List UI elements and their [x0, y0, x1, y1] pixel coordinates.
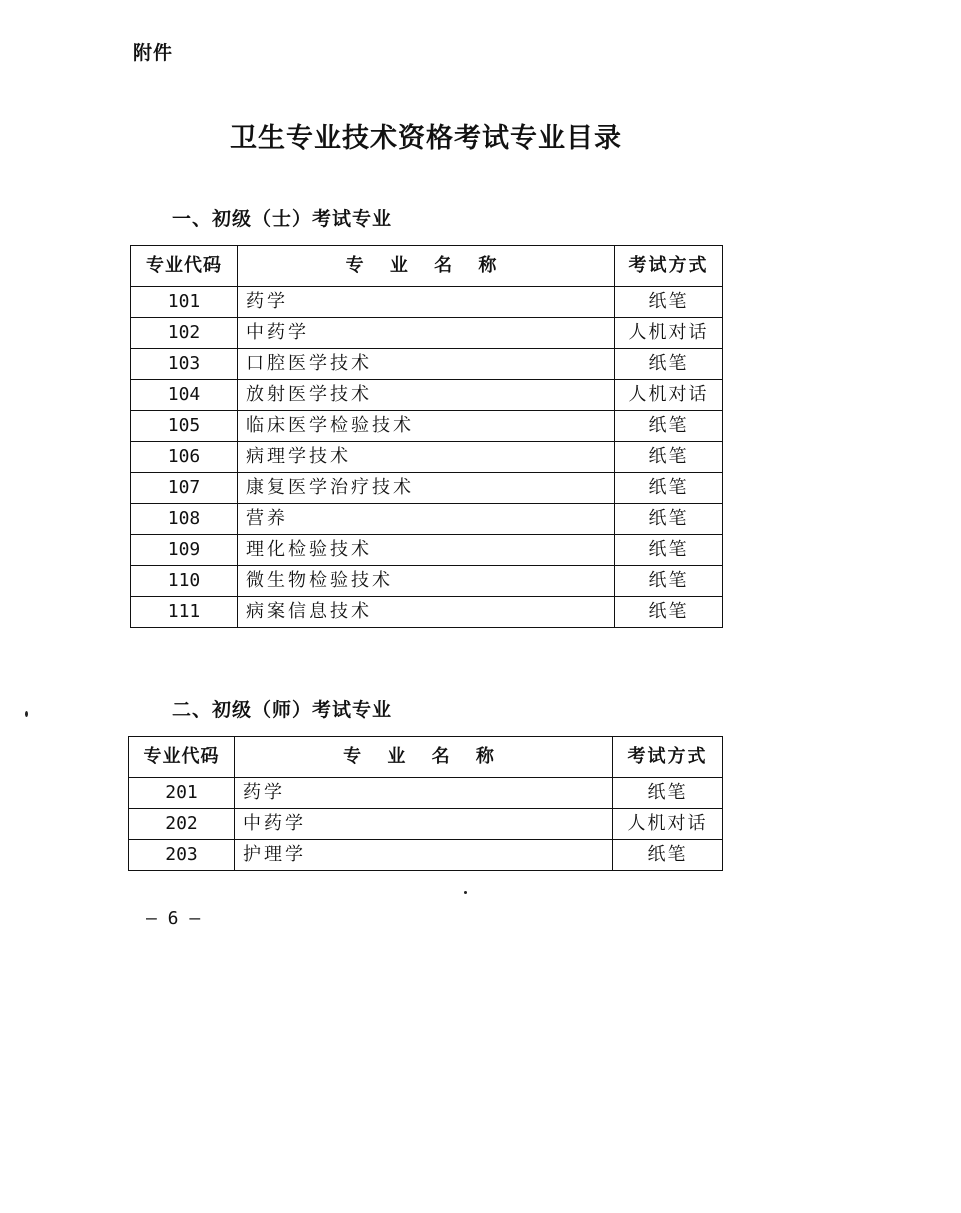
- attachment-label: 附件: [133, 42, 174, 64]
- name-cell: 口腔医学技术: [238, 349, 615, 380]
- mode-cell: 纸笔: [615, 566, 723, 597]
- name-cell: 病理学技术: [238, 442, 615, 473]
- table-row: [131, 349, 723, 380]
- table-row: [131, 504, 723, 535]
- mode-cell: 纸笔: [613, 840, 723, 871]
- header-code: 专业代码: [129, 737, 235, 778]
- name-cell: 微生物检验技术: [238, 566, 615, 597]
- table-header-row: [129, 737, 723, 778]
- name-cell: 营养: [238, 504, 615, 535]
- code-cell: 105: [131, 411, 238, 442]
- table-row: [131, 597, 723, 628]
- name-cell: 放射医学技术: [238, 380, 615, 411]
- section-1-title: 一、初级（士）考试专业: [172, 208, 393, 230]
- document-title: 卫生专业技术资格考试专业目录: [230, 123, 622, 154]
- name-cell: 理化检验技术: [238, 535, 615, 566]
- mode-cell: 人机对话: [613, 809, 723, 840]
- section-1-table: [130, 245, 723, 628]
- table-row: [129, 778, 723, 809]
- table-row: [129, 840, 723, 871]
- mode-cell: 纸笔: [615, 349, 723, 380]
- code-cell: 203: [129, 840, 235, 871]
- code-cell: 102: [131, 318, 238, 349]
- name-cell: 药学: [235, 778, 613, 809]
- mode-cell: 纸笔: [615, 287, 723, 318]
- table-row: [131, 535, 723, 566]
- table-row: [129, 809, 723, 840]
- table-row: [131, 442, 723, 473]
- header-mode: 考试方式: [615, 246, 723, 287]
- code-cell: 106: [131, 442, 238, 473]
- name-cell: 中药学: [235, 809, 613, 840]
- header-mode: 考试方式: [613, 737, 723, 778]
- table-row: [131, 380, 723, 411]
- mode-cell: 人机对话: [615, 380, 723, 411]
- name-cell: 临床医学检验技术: [238, 411, 615, 442]
- name-cell: 药学: [238, 287, 615, 318]
- table-row: [131, 411, 723, 442]
- code-cell: 201: [129, 778, 235, 809]
- name-cell: 中药学: [238, 318, 615, 349]
- mode-cell: 人机对话: [615, 318, 723, 349]
- header-name: 专 业 名 称: [235, 737, 613, 778]
- mode-cell: 纸笔: [615, 597, 723, 628]
- mode-cell: 纸笔: [615, 442, 723, 473]
- mode-cell: 纸笔: [613, 778, 723, 809]
- mode-cell: 纸笔: [615, 473, 723, 504]
- section-2-table: [128, 736, 723, 871]
- code-cell: 107: [131, 473, 238, 504]
- mode-cell: 纸笔: [615, 411, 723, 442]
- code-cell: 202: [129, 809, 235, 840]
- name-cell: 护理学: [235, 840, 613, 871]
- scan-speck: [25, 711, 28, 717]
- table-row: [131, 473, 723, 504]
- table-row: [131, 566, 723, 597]
- name-cell: 康复医学治疗技术: [238, 473, 615, 504]
- table-row: [131, 318, 723, 349]
- mode-cell: 纸笔: [615, 504, 723, 535]
- name-cell: 病案信息技术: [238, 597, 615, 628]
- table-row: [131, 287, 723, 318]
- scan-speck: [464, 891, 467, 894]
- header-name: 专 业 名 称: [238, 246, 615, 287]
- code-cell: 111: [131, 597, 238, 628]
- code-cell: 109: [131, 535, 238, 566]
- code-cell: 103: [131, 349, 238, 380]
- page-number: — 6 —: [146, 908, 201, 929]
- header-code: 专业代码: [131, 246, 238, 287]
- mode-cell: 纸笔: [615, 535, 723, 566]
- section-2-title: 二、初级（师）考试专业: [172, 699, 393, 721]
- code-cell: 101: [131, 287, 238, 318]
- code-cell: 108: [131, 504, 238, 535]
- code-cell: 104: [131, 380, 238, 411]
- code-cell: 110: [131, 566, 238, 597]
- table-header-row: [131, 246, 723, 287]
